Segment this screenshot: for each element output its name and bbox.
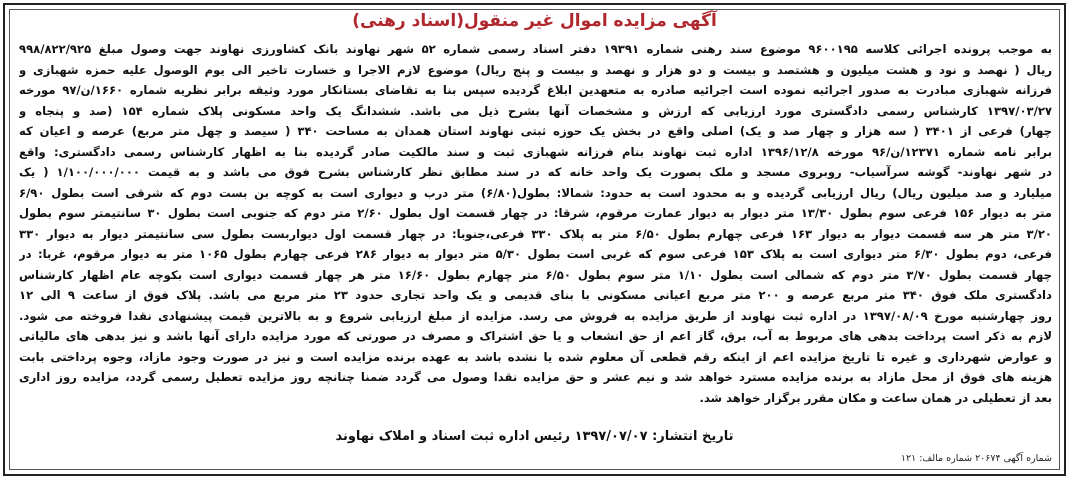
body-line-last: بعد از تعطیلی در همان ساعت و مکان مقرر برگزار خواهد شد. bbox=[699, 390, 1052, 405]
body-line: میلیارد و صد میلیون ریال) ریال ارزیابی گردیده و به محدود است به حدود: شمالا: بطول(۶/۸۰) متر درب و دیواری است به کوچه بن بست دوم که شرقی است بطول ۶/۹۰ bbox=[19, 185, 1052, 200]
body-line: ۱۳۹۷/۰۳/۲۷ کارشناس رسمی دادگستری مورد ارزیابی که ارزش و مشخصات آنها بشرح ذیل می باشد. ششدانگ یک واحد مسکونی پلاک شماره ۱۵۴ (صد و پنجاه و bbox=[19, 103, 1052, 118]
body-line: چهار) فرعی از ۳۴۰۱ ( سه هزار و چهار صد و یک) اصلی واقع در بخش یک حوزه ثبتی نهاوند استان همدان به مساحت ۳۴۰ ( سیصد و چهل متر مربع) عرصه و اعیان که bbox=[19, 124, 1052, 138]
publish-footer: تاریخ انتشار: ۱۳۹۷/۰۷/۰۷ رئیس اداره ثبت اسناد و املاک نهاوند bbox=[335, 429, 734, 444]
body-line: ۳/۲۰ متر هر سه قسمت دیوار به دیوار ۱۶۳ فرعی چهارم بطول ۶/۵۰ متر به پلاک ۳۳۰ فرعی،جنوبا: در چهار قسمت اول دیواربست بطول سی سانتیمتر دیوار به دیوار ۳۳۰ bbox=[19, 226, 1052, 241]
body-line: به موجب پرونده اجرائی کلاسه ۹۶۰۰۱۹۵ موضوع سند رهنی شماره ۱۹۳۹۱ دفتر اسناد رسمی شماره ۵۲ شهر نهاوند بانک کشاورزی نهاوند جهت وصول مبلغ ۹۹۸/۸۲۲/۹۲۵ bbox=[19, 42, 1052, 56]
notice-title: آگهی مزایده اموال غیر منقول(اسناد رهنی) bbox=[352, 11, 717, 31]
body-line: دادگستری ملک فوق ۳۴۰ متر مربع عرصه و ۲۰۰ متر مربع اعیانی مسکونی با بنای قدیمی و یک واحد تجاری حدود ۲۳ متر مربع می باشد. پلاک فوق از ساعت ۹ الی ۱۲ bbox=[19, 288, 1052, 302]
body-line: در شهر نهاوند- گوشه سرآسیاب- روبروی مسجد و ملک بصورت یک واحد خانه که در سند مطابق نظر کارشناس بشرح فوق می باشد و به قیمت ۱/۱۰۰/۰۰۰/۰۰۰ ( یک bbox=[19, 165, 1052, 179]
body-line: روز چهارشنبه مورخ ۱۳۹۷/۰۸/۰۹ در اداره ثبت نهاوند از طریق مزایده به فروش می رسد. مزایده از مبلغ ارزیابی شروع و به بالاترین قیمت پیشنهادی نقدا فروخته می شود. bbox=[19, 308, 1052, 323]
body-line: فرزانه شهبازی مبادرت به صدور اجرائیه نموده است اجرائیه صادره به متعهدین ابلاغ گردیده سپس بنا به تقاضای بستانکار مورد وثیقه برابر نظریه شماره ۱۶۶۰/ن/۹۷ مورخه bbox=[19, 83, 1052, 97]
body-line: ریال ( نهصد و نود و هشت میلیون و هشتصد و بیست و دو هزار و نهصد و بیست و پنج ریال) موضوع لازم الاجرا و خسارت تاخیر الی یوم الوصول علیه حمزه شهبازی و bbox=[19, 62, 1052, 77]
body-line: فرعی، دوم بطول ۶/۳۰ متر دیواری است به پلاک ۱۵۳ فرعی سوم که غربی است بطول ۵/۳۰ متر دیوار به دیوار ۲۸۶ فرعی چهارم بطول ۱۰۶۵ متر به دیوار مرقوم، غربا: در bbox=[19, 247, 1052, 261]
notice-body bbox=[19, 39, 1052, 408]
notice-frame bbox=[3, 3, 1066, 476]
body-line: چهار قسمت بطول ۳/۷۰ متر دوم که شمالی است بطول ۱/۱۰ متر سوم بطول ۶/۵۰ متر چهارم بطول ۱۶/۶۰ متر هر چهار قسمت دیواری است بکوچه عام اظهار کارشناس bbox=[19, 267, 1052, 282]
body-line: لازم به ذکر است پرداخت بدهی های مربوط به آب، برق، گاز اعم از حق انشعاب و یا حق اشتراک و مصرف در صورتی که مورد مزایده دارای آنها باشد و نیز بدهی های مالیاتی bbox=[19, 329, 1052, 343]
ad-number: شماره آگهی ۲۰۶۷۴ شماره مالف: ۱۲۱ bbox=[900, 453, 1052, 464]
body-line: هزینه های فوق از محل مازاد به برنده مزایده مسترد خواهد شد و نیم عشر و حق مزایده نقدا وصول می گردد ضمنا چنانچه روز مزایده تعطیل رسمی گردد، مزایده روز اداری bbox=[19, 370, 1052, 384]
body-line: برابر نامه شماره ۱۲۳۷۱/ن/۹۶ مورخه ۱۳۹۶/۱۲/۸ اداره ثبت نهاوند بنام فرزانه شهبازی ثبت و سند مالکیت صادر گردیده بنا به اظهار کارشناس رسمی دادگستری: واقع bbox=[19, 144, 1052, 159]
body-line: و عوارض شهرداری و غیره تا تاریخ مزایده اعم از اینکه رقم قطعی آن معلوم شده یا نشده باشد به عهده برنده مزایده است و نیز در صورت وجود مازاد، وجوه پرداختی بابت bbox=[19, 349, 1052, 364]
body-line: متر به دیوار ۱۵۶ فرعی سوم بطول ۱۳/۳۰ متر دیوار به دیوار عمارت مرقوم، شرقا: در چهار قسمت اول بطول ۲/۶۰ متر دوم که جنوبی است بطول ۳۰ سانتیمتر سوم بطول bbox=[19, 206, 1052, 220]
